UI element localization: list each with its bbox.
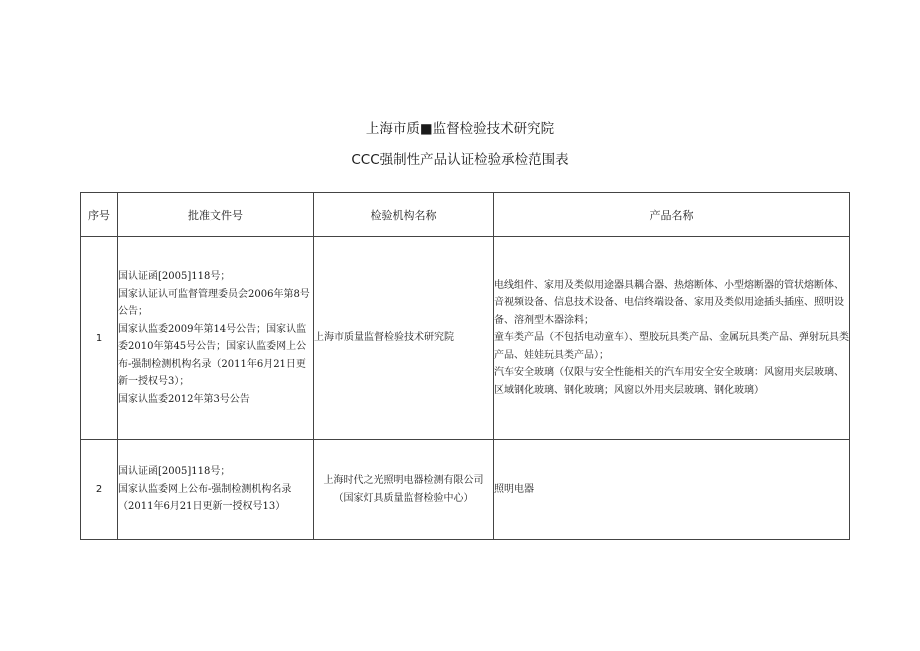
approval-doc-line: 国家认证认可监督管理委员会2006年第8号公告；	[118, 288, 310, 317]
agency-cell	[314, 440, 494, 540]
column-header-serial: 序号	[81, 193, 118, 237]
document-subtitle: CCC强制性产品认证检验承检范围表	[351, 152, 569, 168]
row-serial: 1	[81, 237, 118, 440]
approval-doc-line: 国家认监委2012年第3号公告	[118, 393, 250, 405]
product-group: 电线组件、家用及类似用途器具耦合器、热熔断体、小型熔断器的管状熔断体、音视频设备、信息技术设备、电信终端设备、家用及类似用途插头插座、照明设备、溶剂型木器涂料；	[494, 279, 844, 326]
agency-name: 上海时代之光照明电器检测有限公司	[323, 475, 484, 486]
approval-docs-cell	[118, 237, 314, 440]
column-header-products: 产品名称	[494, 193, 850, 237]
approval-doc-line: 国认证函[2005]118号；	[118, 466, 231, 478]
table-row	[81, 440, 850, 540]
agency-subname: （国家灯具质量监督检验中心）	[333, 492, 474, 504]
document-title: 上海市质■监督检验技术研究院	[365, 121, 555, 137]
table-row	[81, 237, 850, 440]
table-header-row	[81, 193, 850, 237]
approval-doc-line: 国家认监委2009年第14号公告；国家认监委2010年第45号公告；国家认监委网上公布-强制检测机构名录（2011年6月21日更新一授权号3）；	[118, 323, 307, 387]
approval-docs-cell	[118, 440, 314, 540]
scope-table	[80, 192, 850, 540]
agency-cell	[314, 237, 494, 440]
product-group: 照明电器	[494, 483, 534, 495]
column-header-agency: 检验机构名称	[314, 193, 494, 237]
approval-doc-line: 国家认监委网上公布-强制检测机构名录（2011年6月21日更新一授权号13）	[118, 483, 292, 513]
row-serial: 2	[81, 440, 118, 540]
product-group: 汽车安全玻璃（仅限与安全性能相关的汽车用安全安全玻璃：风窗用夹层玻璃、区域钢化玻璃、钢化玻璃；风窗以外用夹层玻璃、钢化玻璃）	[494, 367, 844, 396]
approval-doc-line: 国认证函[2005]118号；	[118, 271, 231, 282]
products-cell	[494, 440, 850, 540]
product-group: 童车类产品（不包括电动童车）、塑胶玩具类产品、金属玩具类产品、弹射玩具类产品、娃娃玩具类产品）；	[494, 332, 849, 361]
column-header-approval-doc: 批准文件号	[118, 193, 314, 237]
agency-name: 上海市质量监督检验技术研究院	[314, 332, 454, 344]
products-cell	[494, 237, 850, 440]
